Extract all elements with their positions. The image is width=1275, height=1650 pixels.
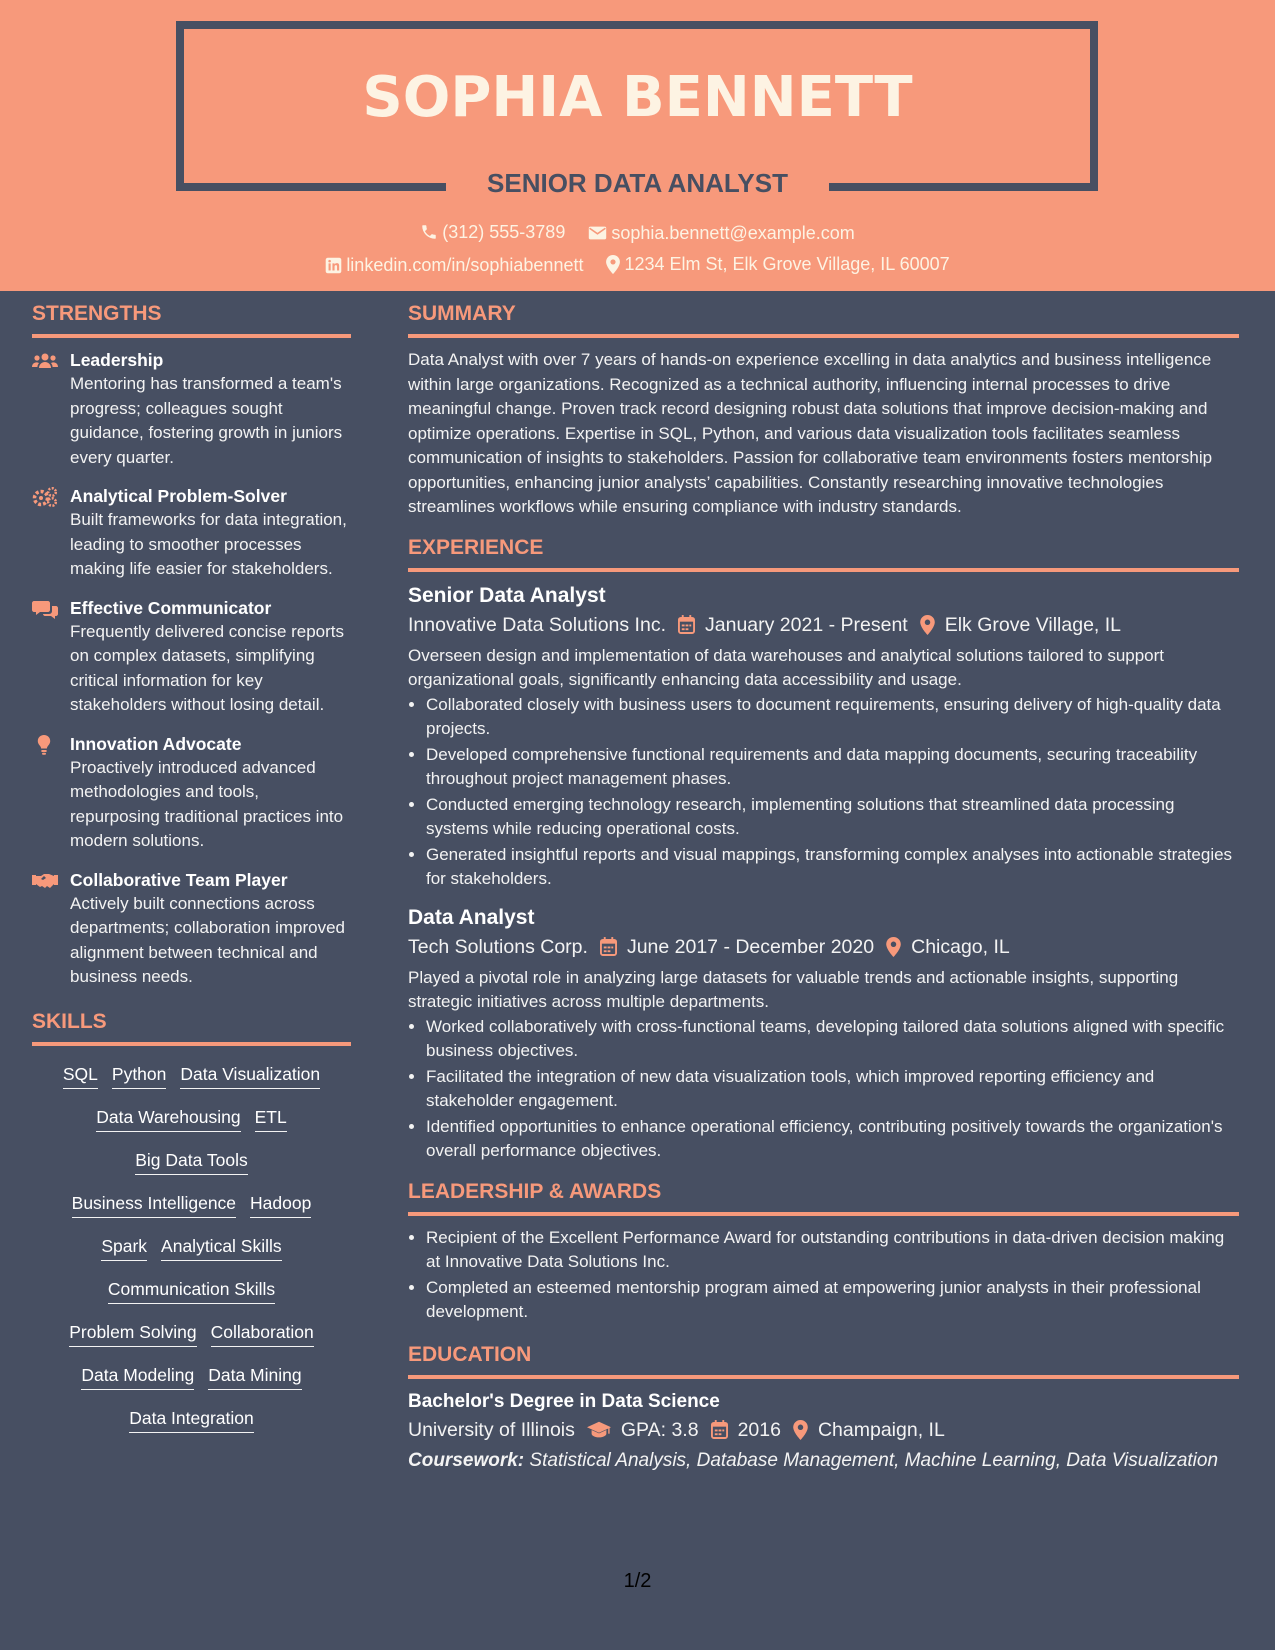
graduation-year: 2016 (737, 1418, 781, 1441)
job-dates: January 2021 - Present (705, 613, 908, 636)
job-dates: June 2017 - December 2020 (626, 935, 875, 958)
phone-text: (312) 555-3789 (442, 222, 566, 242)
coursework-text: Statistical Analysis, Database Management, Machine Learning, Data Visualization (529, 1449, 1219, 1471)
skill-row (32, 1105, 351, 1132)
contact-line-2 (0, 252, 1275, 280)
job-bullet: • Generated insightful reports and visual mappings, transforming complex analyses into actionable strategies for stakeholders. (426, 843, 1239, 892)
strength-desc: Mentoring has transformed a team's progress; colleagues sought guidance, fostering growth in juniors every quarter. (70, 374, 343, 467)
skill-row (32, 1191, 351, 1218)
skill-tag: Data Visualization (180, 1062, 320, 1089)
candidate-title: SENIOR DATA ANALYST (487, 168, 788, 198)
calendar-icon (600, 937, 617, 956)
skill-tag: Python (112, 1062, 166, 1089)
skill-tag: Spark (101, 1234, 147, 1261)
award-item: • Recipient of the Excellent Performance Award for outstanding contributions in data-driven decision making at Innovative Data Solutions Inc. (426, 1226, 1239, 1275)
phone-contact[interactable] (420, 220, 565, 244)
skill-row (32, 1234, 351, 1261)
resume-header (0, 0, 1275, 291)
map-marker-icon (920, 615, 935, 635)
job-bullets (408, 693, 1239, 892)
phone-icon (420, 223, 438, 241)
skill-row (32, 1148, 351, 1175)
strength-item (32, 484, 351, 582)
school-name: University of Illinois (408, 1418, 575, 1441)
strength-desc: Actively built connections across departments; collaboration improved alignment between technical and business needs. (70, 893, 345, 986)
gpa-text: GPA: 3.8 (620, 1418, 699, 1441)
strength-desc: Built frameworks for data integration, leading to smoother processes making life easier for stakeholders. (70, 510, 347, 578)
strength-desc: Proactively introduced advanced methodologies and tools, repurposing traditional practices into modern solutions. (70, 757, 344, 850)
strength-title: Effective Communicator (70, 597, 272, 618)
address-text: 1234 Elm St, Elk Grove Village, IL 60007 (624, 254, 950, 274)
job-intro: Overseen design and implementation of data warehouses and analytical solutions tailored to support organizational goals, significantly enhancing data accessibility and usage. (408, 645, 1165, 689)
skill-tag: Data Warehousing (96, 1105, 240, 1132)
right-column (408, 300, 1239, 1473)
skill-tag: Hadoop (250, 1191, 311, 1218)
skill-tag: Analytical Skills (161, 1234, 282, 1261)
job-location: Chicago, IL (911, 935, 1010, 958)
skill-tag: Problem Solving (69, 1320, 196, 1347)
map-marker-icon (606, 255, 620, 274)
skills-list (32, 1056, 351, 1433)
skill-tag: Data Mining (208, 1363, 301, 1390)
users-icon (32, 351, 58, 371)
left-column (32, 300, 351, 1449)
job-company: Innovative Data Solutions Inc. (408, 613, 666, 636)
strength-item (32, 348, 351, 470)
candidate-name: SOPHIA BENNETT (362, 65, 913, 130)
strength-item (32, 596, 351, 718)
skill-row (32, 1277, 351, 1304)
job-role: Data Analyst (408, 905, 535, 929)
degree-title: Bachelor's Degree in Data Science (408, 1390, 720, 1412)
summary-text: Data Analyst with over 7 years of hands-on experience excelling in data analytics and business intelligence within large organizations. Recognized as a technical authority, influencing internal processes to drive meaningful change. Proven track record designing robust data solutions that improve decision-making and optimize operations. Expertise in SQL, Python, and various data visualization tools facilitates seamless communication of insights to stakeholders. Passion for collaborative team environments fosters mentorship opportunities, enhancing junior analysts’ capabilities. Constantly researching innovative technologies streamlines workflows while ensuring compliance with industry standards. (408, 350, 1213, 516)
skill-row (32, 1406, 351, 1433)
comments-icon (32, 599, 58, 619)
job-company: Tech Solutions Corp. (408, 935, 588, 958)
skill-row (32, 1320, 351, 1347)
education-heading: EDUCATION (408, 1341, 1239, 1379)
job-bullet: • Conducted emerging technology research, implementing solutions that streamlined data processing systems while reducing operational costs. (426, 793, 1239, 842)
education-meta (408, 1415, 1239, 1445)
job-entry (408, 904, 1239, 1164)
job-entry (408, 582, 1239, 892)
job-bullets (408, 1015, 1239, 1164)
handshake-icon (32, 871, 58, 891)
calendar-icon (678, 615, 695, 634)
strength-title: Leadership (70, 350, 164, 370)
contact-line-1 (0, 220, 1275, 247)
job-bullet: • Worked collaboratively with cross-functional teams, developing tailored data solutions aligned with specific business objectives. (426, 1015, 1239, 1064)
job-bullet: • Collaborated closely with business users to document requirements, ensuring delivery of high-quality data projects. (426, 693, 1239, 742)
job-role: Senior Data Analyst (408, 583, 606, 607)
strength-title: Innovation Advocate (70, 733, 242, 754)
job-location: Elk Grove Village, IL (944, 613, 1122, 636)
skill-tag: Data Modeling (81, 1363, 194, 1390)
strength-title: Collaborative Team Player (70, 869, 288, 890)
skill-tag: ETL (255, 1105, 287, 1132)
skill-tag: Data Integration (129, 1406, 254, 1433)
skill-tag: Communication Skills (108, 1277, 275, 1304)
skill-row (32, 1363, 351, 1390)
map-marker-icon (886, 937, 901, 957)
linkedin-text: linkedin.com/in/sophiabennett (346, 255, 584, 275)
email-text: sophia.bennett@example.com (611, 223, 855, 243)
summary-heading: SUMMARY (408, 300, 1239, 338)
job-bullet: • Facilitated the integration of new data visualization tools, which improved reporting efficiency and stakeholder engagement. (426, 1065, 1239, 1114)
linkedin-contact[interactable] (325, 253, 583, 277)
education-location: Champaign, IL (817, 1418, 945, 1441)
graduation-cap-icon (587, 1421, 611, 1439)
envelope-icon (588, 225, 607, 241)
award-item: • Completed an esteemed mentorship program aimed at empowering junior analysts in their professional development. (426, 1276, 1239, 1325)
awards-list (408, 1226, 1239, 1325)
email-contact[interactable] (588, 221, 854, 245)
linkedin-icon (325, 257, 342, 274)
calendar-icon (711, 1420, 728, 1439)
skill-tag: Big Data Tools (135, 1148, 248, 1175)
gears-icon (32, 487, 58, 507)
skill-tag: Business Intelligence (72, 1191, 236, 1218)
skill-row (32, 1062, 351, 1089)
address-contact (606, 252, 949, 276)
awards-heading: LEADERSHIP & AWARDS (408, 1178, 1239, 1216)
skill-tag: Collaboration (211, 1320, 314, 1347)
skill-tag: SQL (63, 1062, 98, 1089)
job-bullet: • Developed comprehensive functional requirements and data mapping documents, securing traceability throughout project management phases. (426, 743, 1239, 792)
job-meta (408, 610, 1239, 640)
strength-item (32, 732, 351, 854)
strength-title: Analytical Problem-Solver (70, 486, 287, 506)
strength-desc: Frequently delivered concise reports on complex datasets, simplifying critical information for key stakeholders without losing detail. (70, 621, 345, 714)
job-meta (408, 932, 1239, 962)
lightbulb-icon (32, 735, 58, 755)
experience-heading: EXPERIENCE (408, 534, 1239, 572)
skills-heading: SKILLS (32, 1008, 351, 1046)
map-marker-icon (793, 1420, 808, 1440)
strengths-heading: STRENGTHS (32, 300, 351, 338)
strength-item (32, 868, 351, 990)
coursework-label: Coursework: (408, 1449, 525, 1471)
page-number: 1/2 (623, 1570, 652, 1592)
coursework (408, 1449, 1239, 1474)
job-intro: Played a pivotal role in analyzing large datasets for valuable trends and actionable insights, supporting strategic initiatives across multiple departments. (408, 967, 1179, 1011)
job-bullet: • Identified opportunities to enhance operational efficiency, contributing positively towards the organization's overall performance objectives. (426, 1115, 1239, 1164)
